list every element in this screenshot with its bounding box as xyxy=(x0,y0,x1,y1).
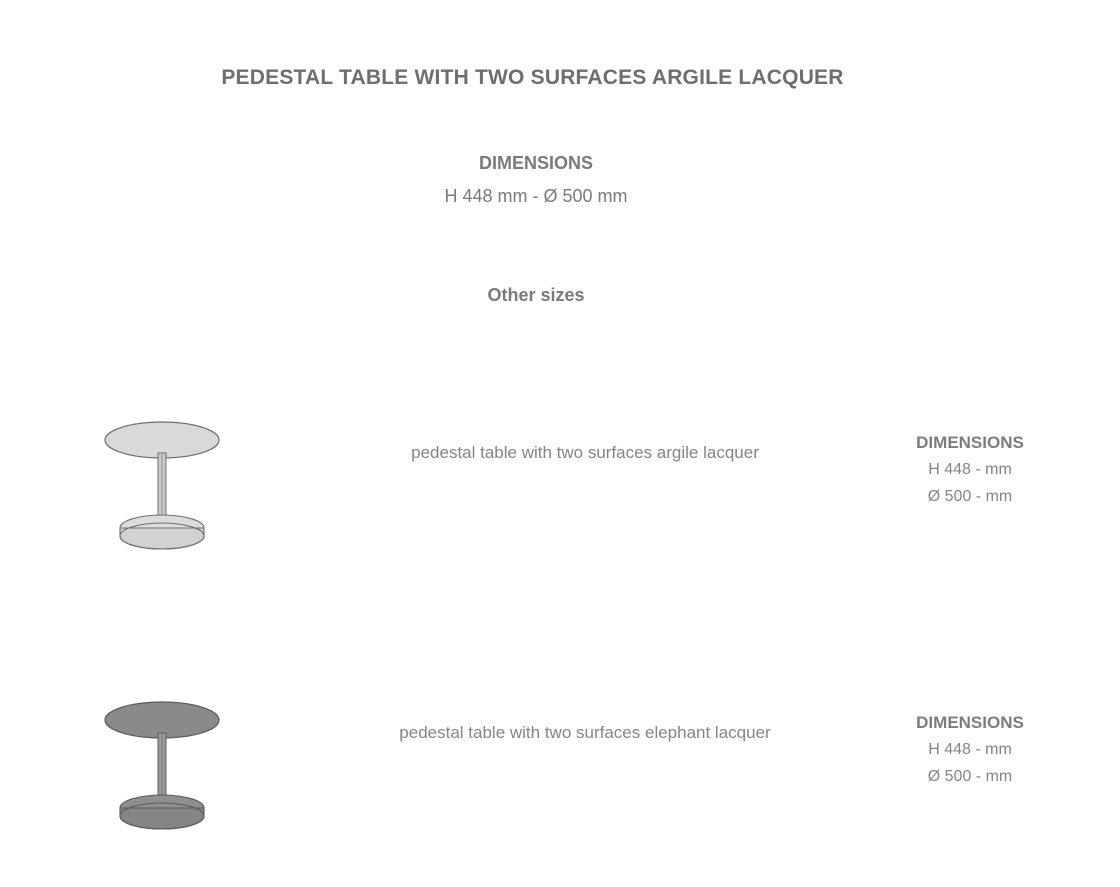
variant-diameter: Ø 500 - mm xyxy=(927,488,1013,505)
product-thumbnail-argile xyxy=(95,405,265,565)
variant-dimensions-label: DIMENSIONS xyxy=(916,713,1024,732)
page-title: PEDESTAL TABLE WITH TWO SURFACES ARGILE LACQUER xyxy=(221,66,844,89)
variant-dimensions-label: DIMENSIONS xyxy=(916,433,1024,452)
variant-dimensions xyxy=(860,710,1080,790)
dimensions-heading: DIMENSIONS xyxy=(478,153,593,173)
variant-row xyxy=(0,685,1120,865)
variant-name: pedestal table with two surfaces elephant lacquer xyxy=(399,723,771,742)
variant-name: pedestal table with two surfaces argile lacquer xyxy=(411,443,759,462)
other-sizes-heading: Other sizes xyxy=(487,285,585,305)
dimensions-value: H 448 mm - Ø 500 mm xyxy=(444,186,628,206)
variant-diameter: Ø 500 - mm xyxy=(927,768,1013,785)
variant-height: H 448 - mm xyxy=(928,461,1012,478)
variant-row xyxy=(0,405,1120,585)
variant-height: H 448 - mm xyxy=(928,741,1012,758)
product-thumbnail-elephant xyxy=(95,685,265,845)
variant-dimensions xyxy=(860,430,1080,510)
